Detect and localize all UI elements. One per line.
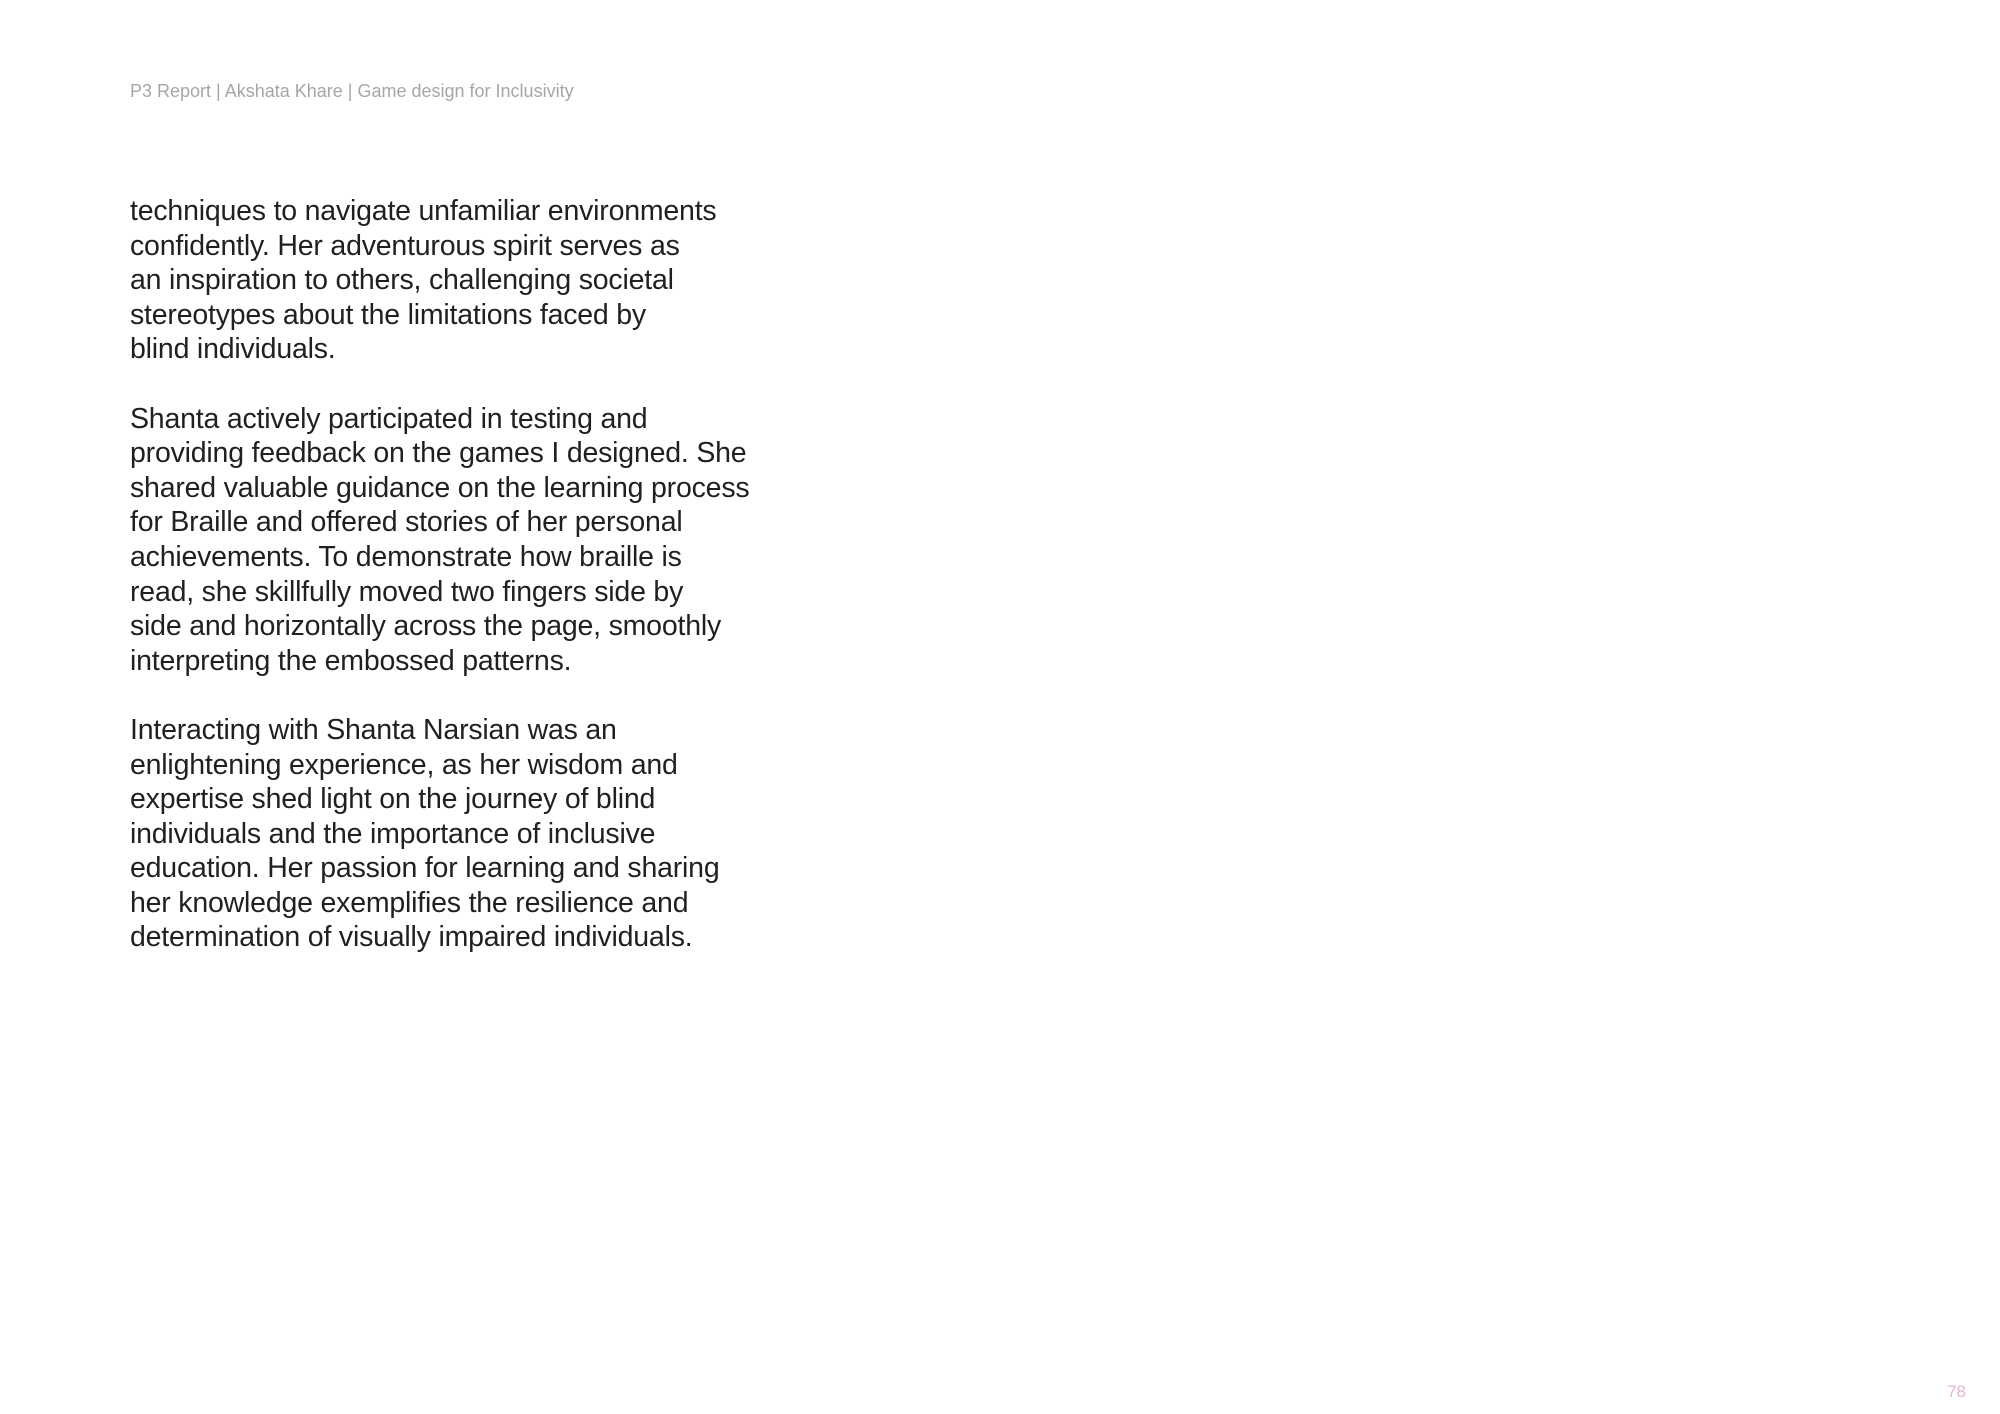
paragraph-2	[130, 402, 770, 679]
text-line: Shanta actively participated in testing and	[130, 402, 648, 435]
page-number: 78	[1947, 1382, 1966, 1401]
text-line: side and horizontally across the page, smoothly	[130, 610, 722, 643]
text-line: shared valuable guidance on the learning process	[130, 471, 750, 504]
text-line: Interacting with Shanta Narsian was an	[130, 713, 617, 746]
text-line: blind individuals.	[130, 333, 336, 366]
text-line: stereotypes about the limitations faced by	[130, 298, 646, 331]
text-line: techniques to navigate unfamiliar environments	[130, 195, 717, 227]
paragraph-3	[130, 713, 770, 955]
running-header: P3 Report | Akshata Khare | Game design for Inclusivity	[130, 81, 574, 101]
text-line: interpreting the embossed patterns.	[130, 644, 572, 677]
text-line: her knowledge exemplifies the resilience and	[130, 886, 689, 919]
text-line: providing feedback on the games I designed. She	[130, 437, 747, 470]
text-line: achievements. To demonstrate how braille is	[130, 540, 682, 573]
text-line: for Braille and offered stories of her personal	[130, 506, 683, 539]
paragraph-1	[130, 194, 770, 367]
text-line: education. Her passion for learning and sharing	[130, 852, 720, 885]
text-line: an inspiration to others, challenging societal	[130, 264, 674, 297]
text-line: expertise shed light on the journey of blind	[130, 783, 656, 816]
text-line: read, she skillfully moved two fingers side by	[130, 575, 684, 608]
text-line: enlightening experience, as her wisdom and	[130, 748, 678, 781]
text-line: individuals and the importance of inclusive	[130, 817, 656, 850]
text-line: confidently. Her adventurous spirit serves as	[130, 229, 680, 262]
body-text	[130, 194, 770, 990]
text-line: determination of visually impaired individuals.	[130, 921, 693, 954]
